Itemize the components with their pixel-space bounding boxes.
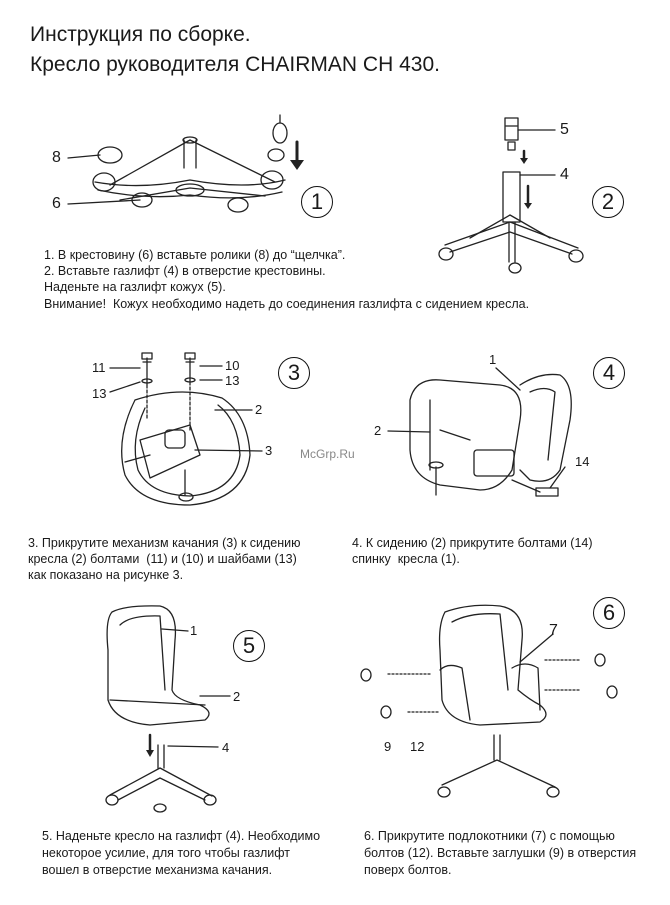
step-number-2: 2 — [592, 186, 624, 218]
step4-text-line2: спинку кресла (1). — [352, 552, 460, 566]
label-washer-13b: 13 — [225, 373, 240, 388]
step3-text-line1: 3. Прикрутите механизм качания (3) к сидению — [28, 536, 301, 550]
step4-back-illustration — [388, 368, 571, 496]
label-washer-13a: 13 — [92, 386, 107, 401]
step1-text-warning: Внимание! Кожух необходимо надеть до соединения газлифта с сидением кресла. — [44, 297, 530, 311]
label-seat: 2 — [255, 402, 263, 417]
label-back-5: 1 — [190, 623, 198, 638]
step3-text-line3: как показано на рисунке 3. — [28, 568, 184, 582]
label-back: 1 — [489, 352, 497, 367]
label-cover: 5 — [560, 121, 569, 138]
step-number-4: 4 — [593, 357, 625, 389]
page-title-line1: Инструкция по сборке. — [30, 23, 251, 46]
step6-text-line1: 6. Прикрутите подлокотники (7) с помощью — [364, 829, 615, 843]
label-seat-5: 2 — [233, 689, 241, 704]
label-seat-4: 2 — [374, 423, 382, 438]
label-mechanism: 3 — [265, 443, 273, 458]
label-armrest: 7 — [549, 622, 558, 639]
step1-text-line1: 1. В крестовину (6) вставьте ролики (8) до “щелчка”. — [44, 248, 346, 262]
step6-text-line2: болтов (12). Вставьте заглушки (9) в отверстия — [364, 846, 637, 860]
page-title-line2: Кресло руководителя CHAIRMAN CH 430. — [30, 53, 440, 76]
step1-text-line2: 2. Вставьте газлифт (4) в отверстие крестовины. — [44, 264, 326, 278]
step5-text-line3: вошел в отверстие механизма качания. — [42, 863, 273, 877]
label-gaslift: 4 — [560, 166, 569, 183]
step1-text-line3: Наденьте на газлифт кожух (5). — [44, 280, 226, 294]
step6-chair-illustration — [361, 605, 617, 797]
label-gaslift-5: 4 — [222, 740, 230, 755]
step6-text-line3: поверх болтов. — [364, 863, 452, 877]
watermark: McGrp.Ru — [300, 447, 355, 461]
label-base: 6 — [52, 195, 61, 212]
label-cap: 9 — [384, 739, 392, 754]
step5-text-line2: некоторое усилие, для того чтобы газлифт — [42, 846, 290, 860]
label-bolt-10: 10 — [225, 358, 240, 373]
step-number-5: 5 — [233, 630, 265, 662]
step-number-1: 1 — [301, 186, 333, 218]
step1-base-illustration — [68, 115, 287, 212]
label-bolt-12: 12 — [410, 739, 425, 754]
step-number-6: 6 — [593, 597, 625, 629]
label-bolt-11: 11 — [92, 360, 106, 375]
step3-text-line2: кресла (2) болтами (11) и (10) и шайбами (13) — [28, 552, 297, 566]
label-bolt-14: 14 — [575, 454, 590, 469]
step5-text-line1: 5. Наденьте кресло на газлифт (4). Необходимо — [42, 829, 321, 843]
step4-text-line1: 4. К сидению (2) прикрутите болтами (14) — [352, 536, 593, 550]
label-casters: 8 — [52, 149, 61, 166]
step2-gaslift-illustration — [439, 118, 583, 273]
step5-chair-illustration — [106, 606, 230, 812]
step-number-3: 3 — [278, 357, 310, 389]
